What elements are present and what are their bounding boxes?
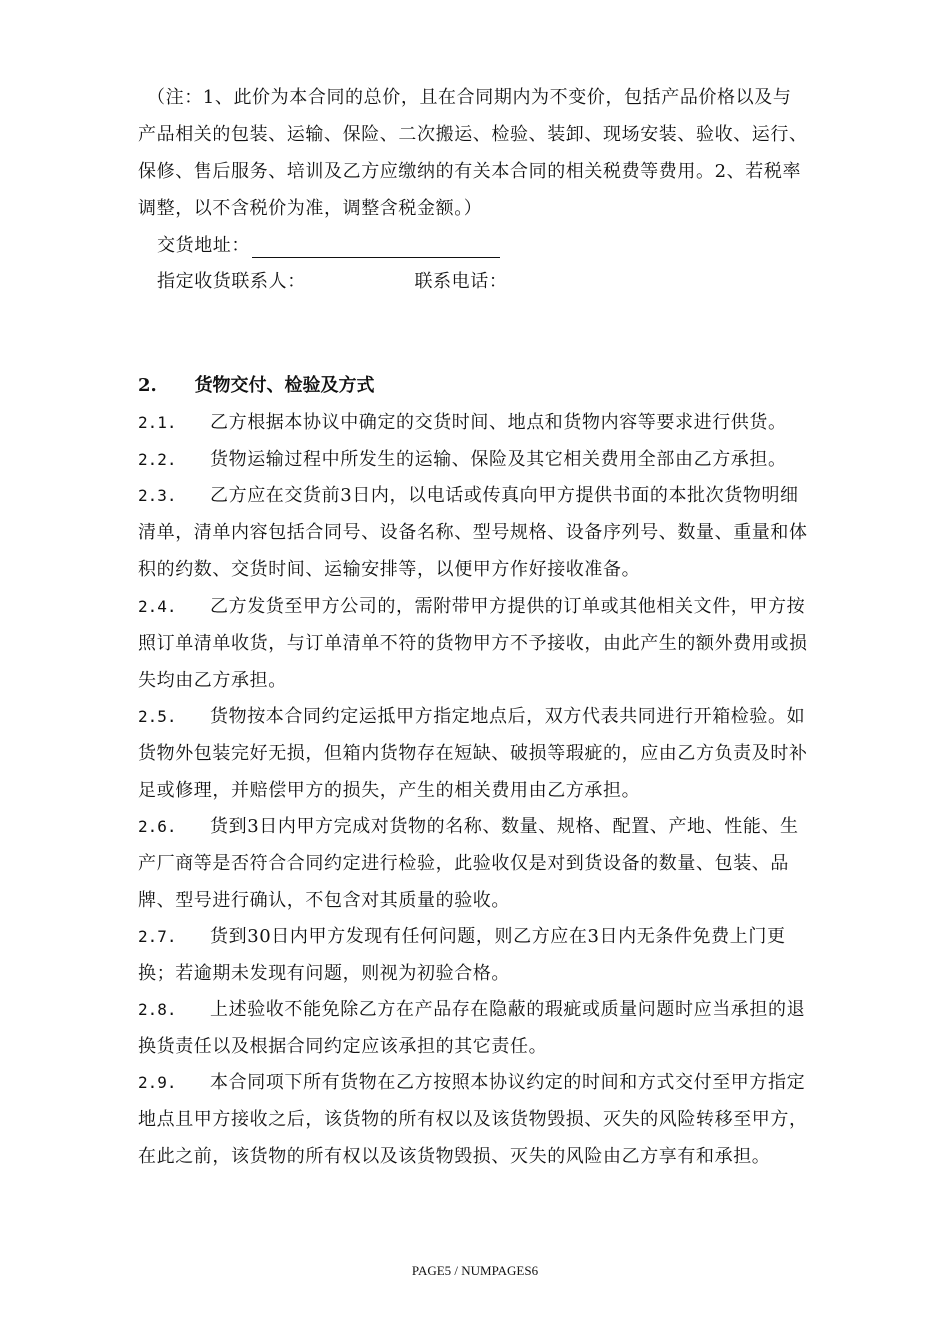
clause-2-8 bbox=[138, 991, 810, 1065]
clause-number: 2.7. bbox=[138, 927, 177, 946]
clause-text: 货物按本合同约定运抵甲方指定地点后，双方代表共同进行开箱检验。如货物外包装完好无损，但箱内货物存在短缺、破损等瑕疵的，应由乙方负责及时补足或修理，并赔偿甲方的损失，产生的相关费用由乙方承担。 bbox=[138, 706, 808, 801]
page-footer: PAGE5 / NUMPAGES6 bbox=[411, 1263, 539, 1278]
clause-text: 货物运输过程中所发生的运输、保险及其它相关费用全部由乙方承担。 bbox=[210, 449, 787, 470]
delivery-address-blank bbox=[252, 237, 500, 258]
clause-number: 2.3. bbox=[138, 486, 177, 505]
delivery-address-label: 交货地址： bbox=[157, 235, 250, 256]
section-title: 货物交付、检验及方式 bbox=[194, 375, 375, 396]
clause-number: 2.6. bbox=[138, 817, 177, 836]
clause-2-7 bbox=[138, 918, 810, 992]
clause-number: 2.5. bbox=[138, 707, 177, 726]
clause-2-4 bbox=[138, 588, 810, 699]
clause-number: 2.9. bbox=[138, 1073, 177, 1092]
clause-text: 货到30日内甲方发现有任何问题，则乙方应在3日内无条件免费上门更换；若逾期未发现有问题，则视为初验合格。 bbox=[138, 926, 786, 984]
clause-2-6 bbox=[138, 808, 810, 919]
clause-2-5 bbox=[138, 698, 810, 809]
contact-label: 指定收货联系人： bbox=[157, 271, 306, 292]
clause-text: 本合同项下所有货物在乙方按照本协议约定的时间和方式交付至甲方指定地点且甲方接收之后，该货物的所有权以及该货物毁损、灭失的风险转移至甲方，在此之前，该货物的所有权以及该货物毁损、灭失的风险由乙方享有和承担。 bbox=[138, 1072, 808, 1167]
clause-text: 乙方应在交货前3日内，以电话或传真向甲方提供书面的本批次货物明细清单，清单内容包括合同号、设备名称、型号规格、设备序列号、数量、重量和体积的约数、交货时间、运输安排等，以便甲方作好接收准备。 bbox=[138, 485, 808, 580]
delivery-address-row bbox=[157, 234, 500, 258]
section-heading bbox=[138, 374, 375, 398]
clause-text: 货到3日内甲方完成对货物的名称、数量、规格、配置、产地、性能、生产厂商等是否符合合同约定进行检验，此验收仅是对到货设备的数量、包装、品牌、型号进行确认，不包含对其质量的验收。 bbox=[138, 816, 799, 911]
clause-text: 乙方根据本协议中确定的交货时间、地点和货物内容等要求进行供货。 bbox=[210, 412, 787, 433]
clause-2-3 bbox=[138, 477, 810, 588]
price-note: （注：1、此价为本合同的总价，且在合同期内为不变价，包括产品价格以及与产品相关的包装、运输、保险、二次搬运、检验、装卸、现场安装、验收、运行、保修、售后服务、培训及乙方应缴纳的有关本合同的相关税费等费用。2、若税率调整，以不含税价为准，调整含税金额。） bbox=[138, 87, 808, 219]
clause-text: 上述验收不能免除乙方在产品存在隐蔽的瑕疵或质量问题时应当承担的退换货责任以及根据合同约定应该承担的其它责任。 bbox=[138, 999, 806, 1057]
clause-number: 2.4. bbox=[138, 597, 177, 616]
phone-label: 联系电话： bbox=[414, 271, 508, 292]
clause-number: 2.2. bbox=[138, 450, 177, 469]
contact-row bbox=[157, 270, 507, 294]
clause-2-1 bbox=[138, 404, 810, 441]
clause-number: 2.8. bbox=[138, 1000, 177, 1019]
clause-text: 乙方发货至甲方公司的，需附带甲方提供的订单或其他相关文件，甲方按照订单清单收货，与订单清单不符的货物甲方不予接收，由此产生的额外费用或损失均由乙方承担。 bbox=[138, 596, 808, 691]
section-number: 2. bbox=[138, 375, 157, 396]
clause-2-2 bbox=[138, 441, 810, 478]
clause-2-9 bbox=[138, 1064, 810, 1175]
clause-number: 2.1. bbox=[138, 413, 177, 432]
